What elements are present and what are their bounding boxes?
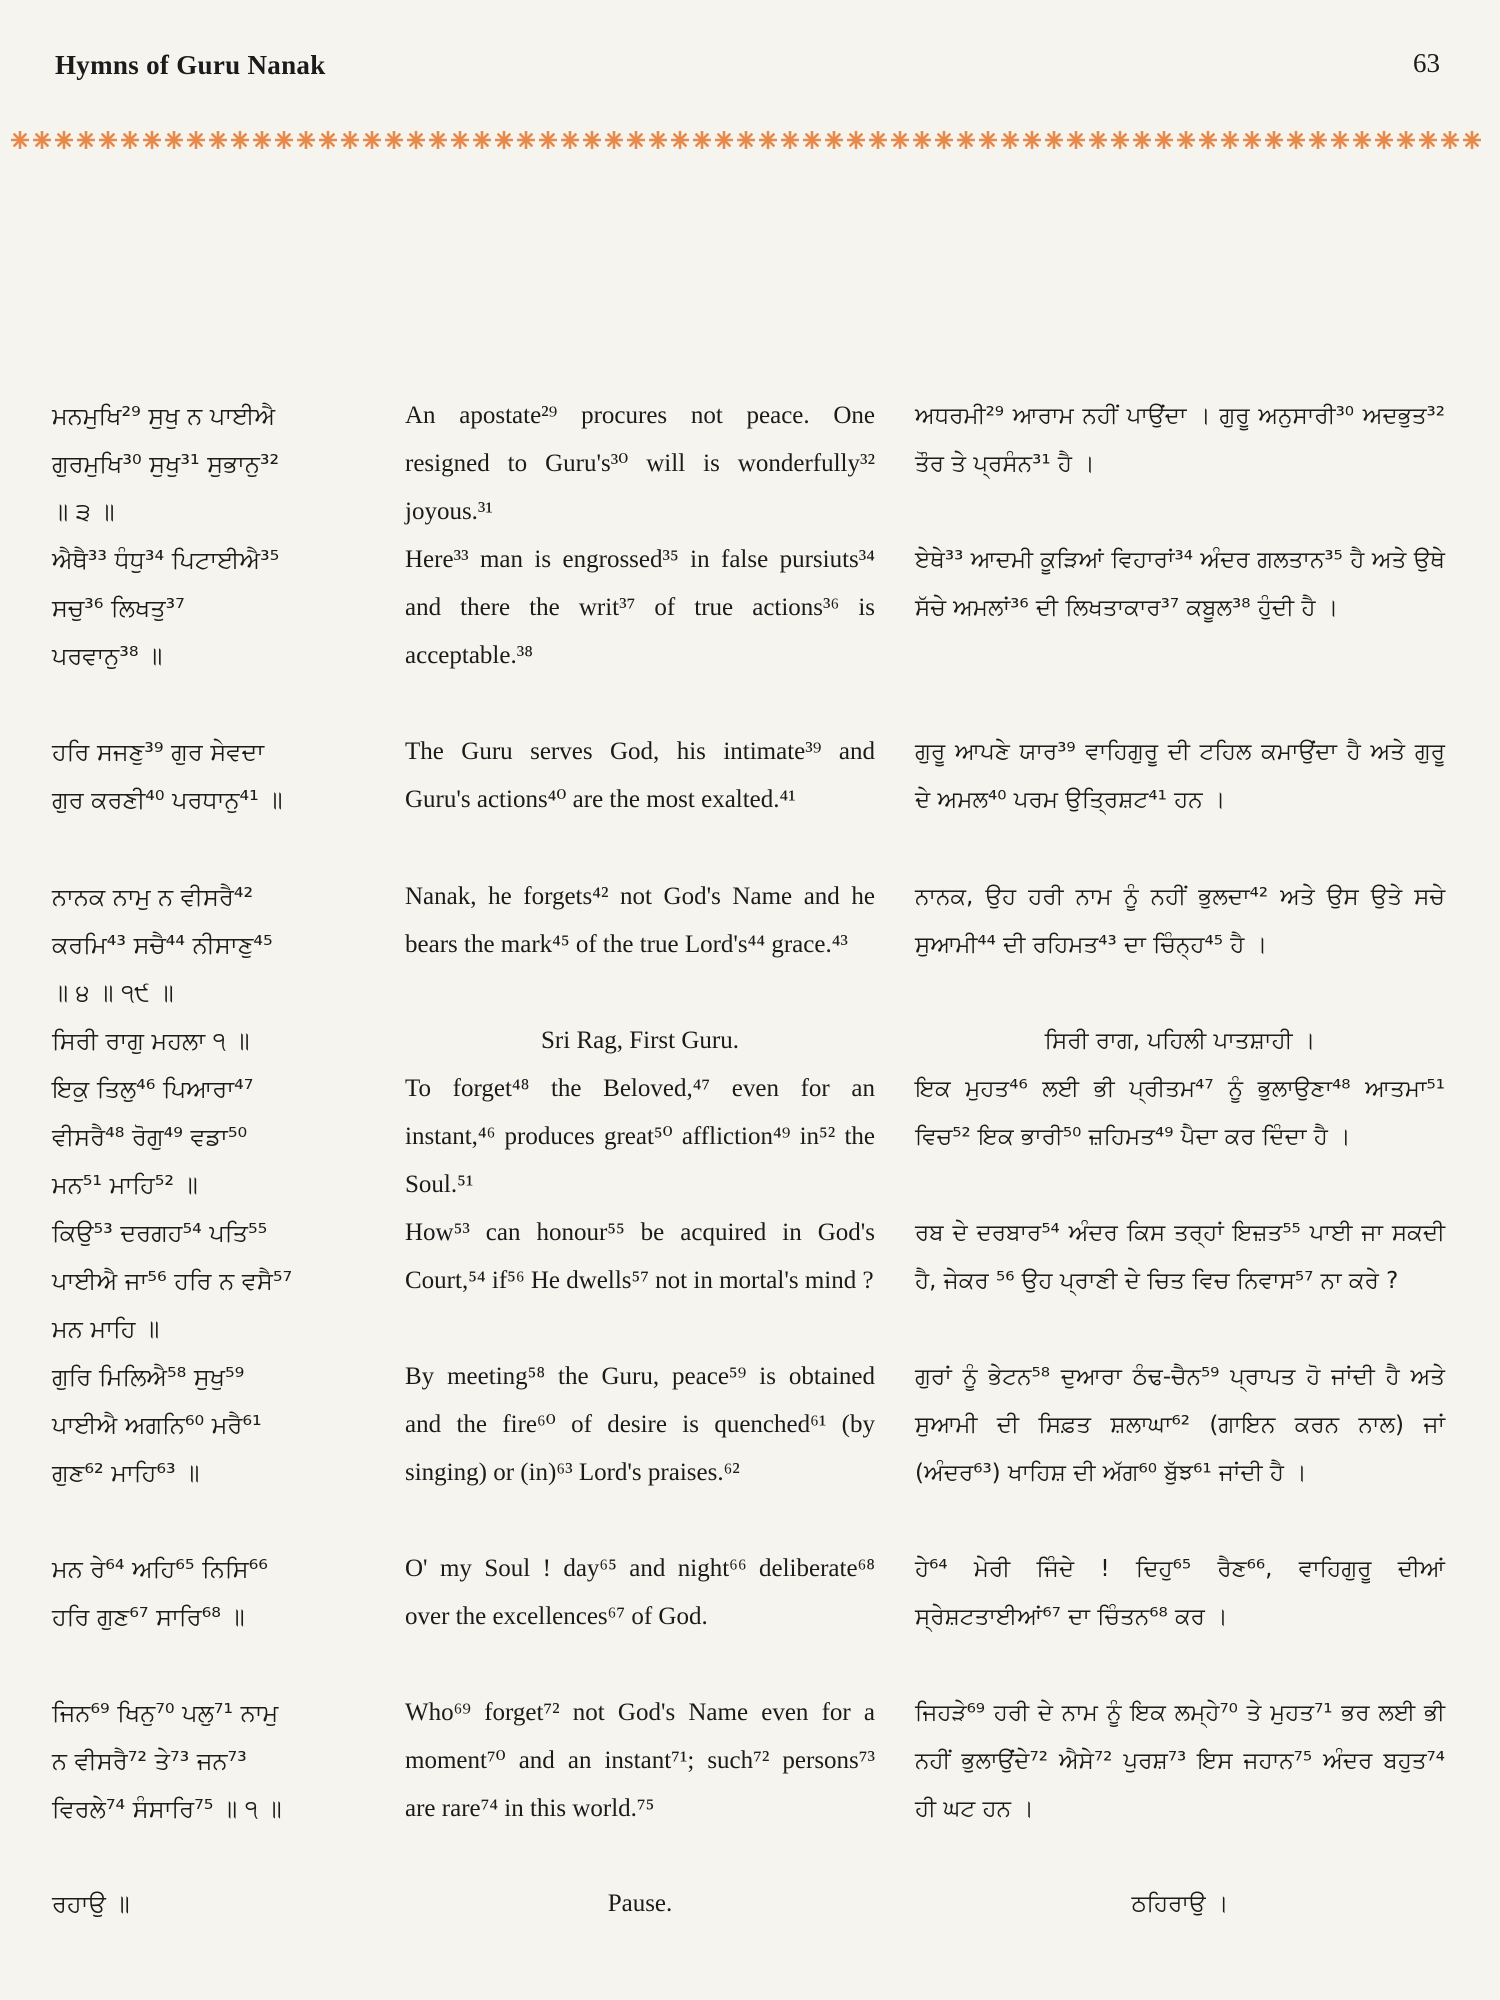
gurmukhi-verse — [52, 1209, 372, 1353]
gurmukhi-line: ਸਿਰੀ ਰਾਗੁ ਮਹਲਾ ੧ ॥ — [52, 1027, 250, 1055]
star-ornament — [473, 131, 491, 149]
gurmukhi-verse — [52, 1880, 372, 1928]
english-translation: To forget⁴⁸ the Beloved,⁴⁷ even for an instant,⁴⁶ produces great⁵⁰ affliction⁴⁹ in⁵² the Soul.⁵¹ — [405, 1075, 875, 1198]
gurmukhi-verse — [52, 1689, 372, 1833]
star-ornament — [1001, 131, 1019, 149]
star-ornament — [1089, 131, 1107, 149]
star-ornament — [165, 131, 183, 149]
star-ornament — [1133, 131, 1151, 149]
gurmukhi-verse — [52, 1545, 372, 1641]
punjabi-translation: ਏਥੇ³³ ਆਦਮੀ ਕੂੜਿਆਂ ਵਿਹਾਰਾਂ³⁴ ਅੰਦਰ ਗਲਤਾਨ³⁵ ਹੈ ਅਤੇ ਉਥੇ ਸੱਚੇ ਅਮਲਾਂ³⁶ ਦੀ ਲਿਖਤਾਕਾਰ³⁷ ਕਬੂਲ³⁸ ਹੁੰਦੀ ਹੈ । — [915, 547, 1445, 621]
english-translation: How⁵³ can honour⁵⁵ be acquired in God's Court,⁵⁴ if⁵⁶ He dwells⁵⁷ not in mortal's mind ? — [405, 1219, 875, 1294]
gurmukhi-line: ਇਕੁ ਤਿਲੁ⁴⁶ ਪਿਆਰਾ⁴⁷ — [52, 1075, 254, 1103]
gurmukhi-line: ਮਨ ਮਾਹਿ ॥ — [52, 1315, 160, 1343]
punjabi-translation: ਜਿਹੜੇ⁶⁹ ਹਰੀ ਦੇ ਨਾਮ ਨੂੰ ਇਕ ਲਮ੍ਹੇ⁷⁰ ਤੇ ਮੁਹਤ⁷¹ ਭਰ ਲਈ ਭੀ ਨਹੀਂ ਭੁਲਾਉਂਦੇ⁷² ਐਸੇ⁷² ਪੁਰਸ਼⁷³ ਇਸ ਜਹਾਨ⁷⁵ ਅੰਦਰ ਬਹੁਤ⁷⁴ ਹੀ ਘਟ ਹਨ । — [915, 1700, 1445, 1822]
star-ornament — [583, 131, 601, 149]
gurmukhi-line: ਐਥੈ³³ ਧੰਧੁ³⁴ ਪਿਟਾਈਐ³⁵ — [52, 546, 280, 574]
english-translation: By meeting⁵⁸ the Guru, peace⁵⁹ is obtained and the fire⁶⁰ of desire is quenched⁶¹ (by singing) or (in)⁶³ Lord's praises.⁶² — [405, 1363, 875, 1486]
star-ornament — [1243, 131, 1261, 149]
star-ornament — [77, 131, 95, 149]
star-ornament — [121, 131, 139, 149]
english-heading: Sri Rag, First Guru. — [541, 1027, 739, 1054]
star-ornament — [1309, 131, 1327, 149]
star-ornament — [1221, 131, 1239, 149]
gurmukhi-line: ਮਨਮੁਖਿ²⁹ ਸੁਖੁ ਨ ਪਾਈਐ — [52, 402, 276, 430]
star-ornament — [275, 131, 293, 149]
star-ornament — [1463, 131, 1481, 149]
gurmukhi-line: ਵੀਸਰੈ⁴⁸ ਰੋਗੁ⁴⁹ ਵਡਾ⁵⁰ — [52, 1123, 248, 1151]
star-ornament — [1199, 131, 1217, 149]
gurmukhi-line: ਪਰਵਾਨੁ³⁸ ॥ — [52, 642, 163, 670]
star-ornament — [627, 131, 645, 149]
gurmukhi-line: ਮਨ ਰੇ⁶⁴ ਅਹਿ⁶⁵ ਨਿਸਿ⁶⁶ — [52, 1555, 268, 1583]
gurmukhi-line: ਪਾਈਐ ਜਾ⁵⁶ ਹਰਿ ਨ ਵਸੈ⁵⁷ — [52, 1267, 293, 1295]
star-ornament — [1265, 131, 1283, 149]
star-ornament — [979, 131, 997, 149]
gurmukhi-verse — [52, 1065, 372, 1209]
star-ornament — [825, 131, 843, 149]
punjabi-translation: ਗੁਰਾਂ ਨੂੰ ਭੇਟਨ⁵⁸ ਦੁਆਰਾ ਠੰਢ-ਚੈਨ⁵⁹ ਪ੍ਰਾਪਤ ਹੋ ਜਾਂਦੀ ਹੈ ਅਤੇ ਸੁਆਮੀ ਦੀ ਸਿਫ਼ਤ ਸ਼ਲਾਘਾ⁶² (ਗਾਇਨ ਕਰਨ ਨਾਲ) ਜਾਂ (ਅੰਦਰ⁶³) ਖਾਹਿਸ਼ ਦੀ ਅੱਗ⁶⁰ ਬੁੱਝ⁶¹ ਜਾਂਦੀ ਹੈ । — [915, 1364, 1445, 1486]
gurmukhi-line: ਸਚੁ³⁶ ਲਿਖਤੁ³⁷ — [52, 594, 185, 622]
star-ornament — [891, 131, 909, 149]
star-ornament — [1375, 131, 1393, 149]
punjabi-translation: ਅਧਰਮੀ²⁹ ਆਰਾਮ ਨਹੀਂ ਪਾਉਂਦਾ । ਗੁਰੂ ਅਨੁਸਾਰੀ³⁰ ਅਦਭੁਤ³² ਤੌਰ ਤੇ ਪ੍ਰਸੰਨ³¹ ਹੈ । — [915, 403, 1445, 477]
star-ornament — [539, 131, 557, 149]
star-ornament — [451, 131, 469, 149]
gurmukhi-verse — [52, 536, 372, 680]
gurmukhi-line: ਰਹਾਉ ॥ — [52, 1890, 130, 1918]
gurmukhi-verse — [52, 873, 372, 1017]
star-ornament — [605, 131, 623, 149]
english-heading: Pause. — [607, 1890, 673, 1917]
star-ornament — [143, 131, 161, 149]
star-ornament — [99, 131, 117, 149]
star-ornament — [1155, 131, 1173, 149]
star-ornament — [715, 131, 733, 149]
star-ornament — [33, 131, 51, 149]
star-ornament — [803, 131, 821, 149]
star-ornament — [55, 131, 73, 149]
star-ornament — [913, 131, 931, 149]
star-ornament — [1045, 131, 1063, 149]
gurmukhi-line: ਜਿਨ⁶⁹ ਖਿਨੁ⁷⁰ ਪਲੁ⁷¹ ਨਾਮੁ — [52, 1699, 279, 1727]
star-ornament — [1331, 131, 1349, 149]
star-ornament — [737, 131, 755, 149]
punjabi-heading: ਠਹਿਰਾਉ । — [1131, 1891, 1229, 1917]
star-ornament — [363, 131, 381, 149]
star-ornament — [187, 131, 205, 149]
star-ornament — [319, 131, 337, 149]
gurmukhi-line: ਹਰਿ ਸਜਣੁ³⁹ ਗੁਰ ਸੇਵਦਾ — [52, 738, 265, 766]
star-ornament — [517, 131, 535, 149]
gurmukhi-line: ॥ ੩ ॥ — [52, 498, 115, 526]
english-translation: The Guru serves God, his intimate³⁹ and Guru's actions⁴⁰ are the most exalted.⁴¹ — [405, 738, 875, 813]
star-ornament — [759, 131, 777, 149]
gurmukhi-line: ਮਨ⁵¹ ਮਾਹਿ⁵² ॥ — [52, 1171, 198, 1199]
star-ornament — [1177, 131, 1195, 149]
punjabi-translation: ਨਾਨਕ, ਉਹ ਹਰੀ ਨਾਮ ਨੂੰ ਨਹੀਂ ਭੁਲਦਾ⁴² ਅਤੇ ਉਸ ਉਤੇ ਸਚੇ ਸੁਆਮੀ⁴⁴ ਦੀ ਰਹਿਮਤ⁴³ ਦਾ ਚਿੰਨ੍ਹ⁴⁵ ਹੈ । — [915, 884, 1445, 958]
star-ornament — [561, 131, 579, 149]
gurmukhi-verse — [52, 1017, 372, 1065]
gurmukhi-verse — [52, 1353, 372, 1497]
star-ornament — [385, 131, 403, 149]
star-ornament — [671, 131, 689, 149]
running-head: Hymns of Guru Nanak — [55, 50, 326, 80]
decorative-border — [10, 120, 1490, 160]
star-ornament — [1441, 131, 1459, 149]
star-ornament — [407, 131, 425, 149]
gurmukhi-verse — [52, 728, 372, 824]
gurmukhi-line: ਨਾਨਕ ਨਾਮੁ ਨ ਵੀਸਰੈ⁴² — [52, 883, 254, 911]
star-ornament — [253, 131, 271, 149]
star-ornament — [649, 131, 667, 149]
star-ornament — [781, 131, 799, 149]
gurmukhi-line: ਗੁਰ ਕਰਣੀ⁴⁰ ਪਰਧਾਨੁ⁴¹ ॥ — [52, 786, 283, 814]
gurmukhi-line: ਨ ਵੀਸਰੈ⁷² ਤੇ⁷³ ਜਨ⁷³ — [52, 1747, 247, 1775]
star-ornament — [1023, 131, 1041, 149]
gurmukhi-line: ਪਾਈਐ ਅਗਨਿ⁶⁰ ਮਰੈ⁶¹ — [52, 1411, 262, 1439]
gurmukhi-line: ਗੁਰਿ ਮਿਲਿਐ⁵⁸ ਸੁਖੁ⁵⁹ — [52, 1363, 245, 1391]
gurmukhi-line: ਗੁਣ⁶² ਮਾਹਿ⁶³ ॥ — [52, 1459, 200, 1487]
english-translation: O' my Soul ! day⁶⁵ and night⁶⁶ deliberate⁶⁸ over the excellences⁶⁷ of God. — [405, 1555, 875, 1630]
english-translation: An apostate²⁹ procures not peace. One resigned to Guru's³⁰ will is wonderfully³² joyous.³¹ — [405, 402, 875, 525]
star-ornament — [957, 131, 975, 149]
gurmukhi-line: ਹਰਿ ਗੁਣ⁶⁷ ਸਾਰਿ⁶⁸ ॥ — [52, 1603, 245, 1631]
page-number: 63 — [1413, 48, 1440, 78]
punjabi-translation: ਰਬ ਦੇ ਦਰਬਾਰ⁵⁴ ਅੰਦਰ ਕਿਸ ਤਰ੍ਹਾਂ ਇਜ਼ਤ⁵⁵ ਪਾਈ ਜਾ ਸਕਦੀ ਹੈ, ਜੇਕਰ ⁵⁶ ਉਹ ਪ੍ਰਾਣੀ ਦੇ ਚਿਤ ਵਿਚ ਨਿਵਾਸ⁵⁷ ਨਾ ਕਰੇ ? — [915, 1220, 1445, 1294]
gurmukhi-line: ਵਿਰਲੇ⁷⁴ ਸੰਸਾਰਿ⁷⁵ ॥ ੧ ॥ — [52, 1795, 282, 1823]
star-ornament — [297, 131, 315, 149]
gurmukhi-line: ਗੁਰਮੁਖਿ³⁰ ਸੁਖੁ³¹ ਸੁਭਾਨੁ³² — [52, 450, 280, 478]
star-ornament — [209, 131, 227, 149]
star-border-icon — [10, 120, 1490, 160]
gurmukhi-verse — [52, 392, 372, 536]
punjabi-heading: ਸਿਰੀ ਰਾਗ, ਪਹਿਲੀ ਪਾਤਸ਼ਾਹੀ । — [1044, 1028, 1316, 1054]
star-ornament — [11, 131, 29, 149]
star-ornament — [847, 131, 865, 149]
gurmukhi-line: ਕਿਉ⁵³ ਦਰਗਹ⁵⁴ ਪਤਿ⁵⁵ — [52, 1219, 268, 1247]
star-ornament — [1419, 131, 1437, 149]
star-ornament — [1111, 131, 1129, 149]
star-ornament — [693, 131, 711, 149]
punjabi-translation: ਗੁਰੂ ਆਪਣੇ ਯਾਰ³⁹ ਵਾਹਿਗੁਰੂ ਦੀ ਟਹਿਲ ਕਮਾਉਂਦਾ ਹੈ ਅਤੇ ਗੁਰੂ ਦੇ ਅਮਲ⁴⁰ ਪਰਮ ਉਤ੍ਰਿਸ਼ਟ⁴¹ ਹਨ । — [915, 739, 1445, 813]
star-ornament — [429, 131, 447, 149]
star-ornament — [341, 131, 359, 149]
star-ornament — [935, 131, 953, 149]
punjabi-translation: ਹੇ⁶⁴ ਮੇਰੀ ਜਿੰਦੇ ! ਦਿਹੁ⁶⁵ ਰੈਣ⁶⁶, ਵਾਹਿਗੁਰੂ ਦੀਆਂ ਸ੍ਰੇਸ਼ਟਤਾਈਆਂ⁶⁷ ਦਾ ਚਿੰਤਨ⁶⁸ ਕਰ । — [915, 1556, 1445, 1630]
star-ornament — [495, 131, 513, 149]
star-ornament — [1287, 131, 1305, 149]
english-translation: Who⁶⁹ forget⁷² not God's Name even for a moment⁷⁰ and an instant⁷¹; such⁷² persons⁷³ are rare⁷⁴ in this world.⁷⁵ — [405, 1699, 875, 1822]
star-ornament — [1067, 131, 1085, 149]
star-ornament — [1353, 131, 1371, 149]
gurmukhi-line: ਕਰਮਿ⁴³ ਸਚੈ⁴⁴ ਨੀਸਾਣੁ⁴⁵ — [52, 931, 273, 959]
punjabi-translation: ਇਕ ਮੁਹਤ⁴⁶ ਲਈ ਭੀ ਪ੍ਰੀਤਮ⁴⁷ ਨੂੰ ਭੁਲਾਉਣਾ⁴⁸ ਆਤਮਾ⁵¹ ਵਿਚ⁵² ਇਕ ਭਾਰੀ⁵⁰ ਜ਼ਹਿਮਤ⁴⁹ ਪੈਦਾ ਕਰ ਦਿੰਦਾ ਹੈ । — [915, 1076, 1445, 1150]
english-translation: Here³³ man is engrossed³⁵ in false pursiuts³⁴ and there the writ³⁷ of true actions³⁶ is acceptable.³⁸ — [405, 546, 875, 669]
star-ornament — [1397, 131, 1415, 149]
star-ornament — [869, 131, 887, 149]
gurmukhi-line: ॥ ੪ ॥ ੧੯ ॥ — [52, 979, 174, 1007]
star-ornament — [231, 131, 249, 149]
english-translation: Nanak, he forgets⁴² not God's Name and he bears the mark⁴⁵ of the true Lord's⁴⁴ grace.⁴³ — [405, 883, 875, 958]
